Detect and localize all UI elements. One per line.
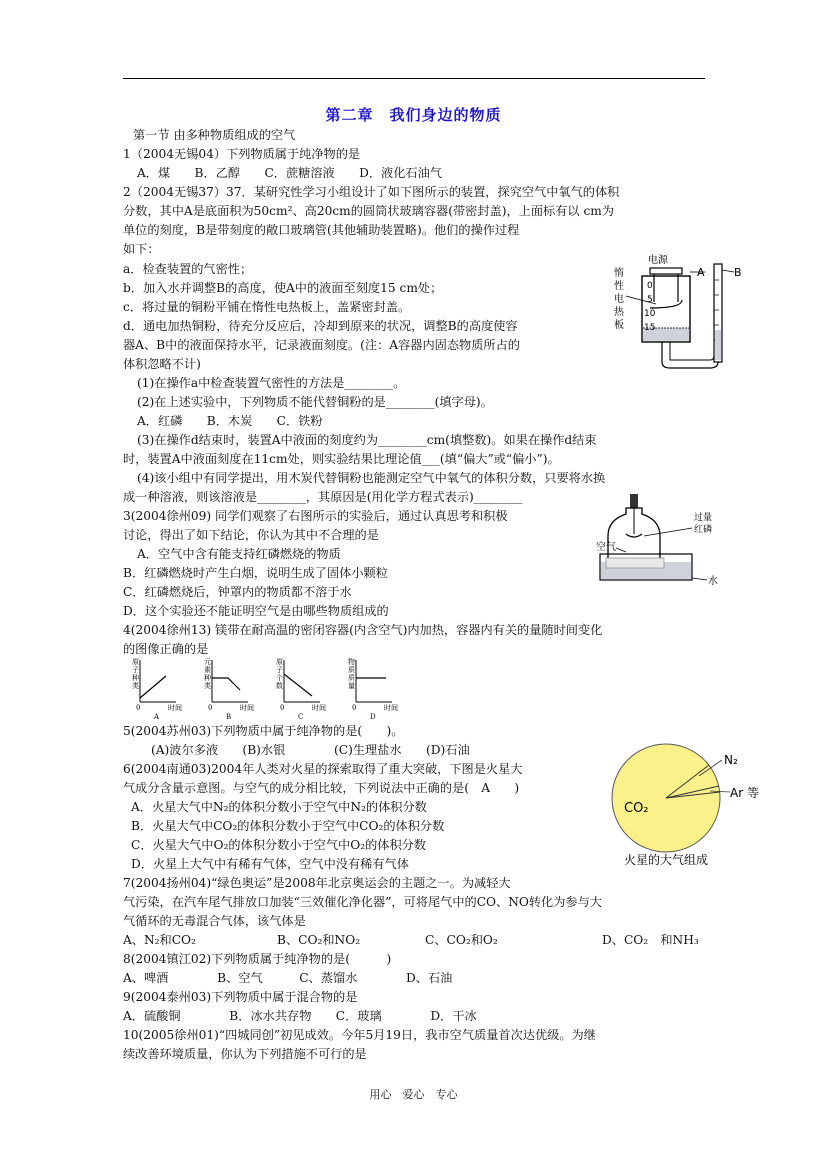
- svg-text:子: 子: [132, 666, 139, 674]
- label-b: B: [734, 266, 742, 279]
- text-line: 续改善环境质量，你认为下列措施不可行的是: [123, 1047, 367, 1061]
- text-line: (1)在操作a中检查装置气密性的方法是________。: [137, 376, 406, 390]
- text-line: 8(2004镇江02)下列物质属于纯净物的是( ): [123, 952, 392, 966]
- svg-text:子: 子: [276, 666, 283, 674]
- text-line: 时，装置A中液面刻度在11cm处，则实验结果比理论值___(填“偏大”或“偏小”)。: [123, 452, 560, 466]
- svg-text:板: 板: [614, 320, 624, 331]
- graph-a: [132, 656, 192, 720]
- svg-text:15: 15: [644, 323, 656, 333]
- graph-c: [276, 656, 336, 720]
- svg-text:质: 质: [348, 666, 355, 674]
- chapter-title: 第二章 我们身边的物质: [325, 106, 502, 124]
- text-line: c．将过量的铜粉平铺在惰性电热板上，盖紧密封盖。: [123, 300, 411, 314]
- svg-text:0: 0: [136, 704, 141, 712]
- svg-text:A: A: [154, 713, 160, 720]
- text-line: 单位的刻度，B是带刻度的敞口玻璃管(其他辅助装置略)。他们的操作过程: [123, 223, 520, 237]
- text-line: (3)在操作d结束时，装置A中液面的刻度约为________cm(填整数)。如果在操作d结束: [137, 433, 597, 447]
- svg-text:5: 5: [647, 295, 653, 305]
- text-line: a．检查装置的气密性；: [123, 262, 253, 276]
- text-line: D、CO₂ 和NH₃: [602, 933, 699, 947]
- ar-label: Ar 等: [730, 786, 759, 800]
- text-line: D．这个实验还不能证明空气是由哪些物质组成的: [123, 604, 389, 618]
- bell-jar-figure: [596, 492, 726, 592]
- graph-d: [348, 656, 408, 720]
- text-line: A．火星大气中N₂的体积分数小于空气中N₂的体积分数: [131, 800, 427, 814]
- svg-text:0: 0: [208, 704, 213, 712]
- co2-label: CO₂: [624, 801, 649, 816]
- svg-text:时间: 时间: [240, 704, 254, 712]
- text-line: 6(2004南通03)2004年人类对火星的探索取得了重大突破，下图是火星大: [123, 762, 523, 776]
- svg-text:B: B: [226, 713, 232, 720]
- text-line: B．火星大气中CO₂的体积分数小于空气中CO₂的体积分数: [131, 819, 445, 833]
- svg-text:原: 原: [276, 658, 283, 666]
- text-line: 如下：: [123, 242, 160, 256]
- svg-text:种: 种: [132, 674, 139, 682]
- text-line: A．煤 B．乙醇 C．蔗糖溶液 D．液化石油气: [137, 166, 442, 180]
- text-line: B．红磷燃烧时产生白烟，说明生成了固体小颗粒: [123, 566, 388, 580]
- text-line: C、CO₂和O₂: [425, 933, 498, 947]
- label-a: A: [697, 266, 705, 279]
- svg-text:时间: 时间: [384, 704, 398, 712]
- header-rule: [123, 78, 705, 79]
- mars-atmosphere-pie: [598, 740, 798, 870]
- text-line: C．火星大气中O₂的体积分数小于空气中O₂的体积分数: [131, 838, 427, 852]
- text-line: 3(2004徐州09) 同学们观察了右图所示的实验后，通过认真思考和积极: [123, 509, 508, 523]
- svg-text:0: 0: [352, 704, 357, 712]
- svg-text:红磷: 红磷: [694, 525, 713, 535]
- text-line: b．加入水并调整B的高度，使A中的液面至刻度15 cm处；: [123, 281, 443, 295]
- svg-text:质: 质: [348, 674, 355, 682]
- text-line: A．硫酸铜 B．冰水共存物 C．玻璃 D．干冰: [123, 1009, 477, 1023]
- water-label: 水: [708, 576, 718, 587]
- text-line: 气污染，在汽车尾气排放口加装“三效催化净化器”，可将尾气中的CO、NO转化为参与大: [123, 895, 602, 909]
- svg-text:C: C: [298, 713, 304, 720]
- text-line: 9(2004泰州03)下列物质中属于混合物的是: [123, 990, 358, 1004]
- text-line: 气成分含量示意图。与空气的成分相比较，下列说法中正确的是( A ): [123, 781, 520, 795]
- page-footer: 用心 爱心 专心: [369, 1088, 458, 1101]
- svg-text:个: 个: [276, 674, 283, 682]
- text-line: 体积忽略不计): [123, 357, 201, 371]
- text-line: (4)该小组中有同学提出，用木炭代替铜粉也能测定空气中氧气的体积分数，只要将水换: [137, 471, 606, 485]
- time-graphs: [120, 656, 420, 720]
- svg-text:数: 数: [276, 682, 283, 690]
- air-label: 空气: [596, 542, 616, 553]
- text-line: 2（2004无锡37）37．某研究性学习小组设计了如下图所示的装置，探究空气中氧气的体积: [123, 185, 620, 199]
- svg-text:素: 素: [204, 666, 211, 674]
- text-line: 7(2004扬州04)“绿色奥运”是2008年北京奥运会的主题之一。为减轻大: [123, 876, 511, 890]
- svg-text:0: 0: [647, 281, 653, 291]
- n2-label: N₂: [724, 753, 738, 767]
- text-line: d．通电加热铜粉，待充分反应后，冷却到原来的状况，调整B的高度使容: [123, 319, 518, 333]
- text-line: 分数，其中A是底面积为50cm²、高20cm的圆筒状玻璃容器(带密封盖)，上面标有以 cm为: [123, 204, 615, 218]
- svg-text:物: 物: [348, 658, 355, 666]
- svg-text:量: 量: [348, 682, 355, 690]
- svg-text:惰: 惰: [614, 268, 624, 279]
- svg-text:原: 原: [132, 658, 139, 666]
- power-label: 电源: [648, 255, 668, 266]
- text-line: 讨论，得出了如下结论，你认为其中不合理的是: [123, 528, 379, 542]
- svg-text:D: D: [370, 713, 376, 720]
- svg-text:元: 元: [204, 658, 211, 666]
- svg-text:过量: 过量: [694, 513, 713, 523]
- graph-b: [204, 656, 264, 720]
- svg-text:类: 类: [132, 682, 139, 690]
- text-line: 的图像正确的是: [123, 642, 209, 656]
- text-line: 成一种溶液，则该溶液是________，其原因是(用化学方程式表示)________: [123, 490, 523, 504]
- text-line: (A)波尔多液 (B)水银 (C)生理盐水 (D)石油: [151, 743, 470, 757]
- text-line: B、CO₂和NO₂: [277, 933, 361, 947]
- text-line: C．红磷燃烧后，钟罩内的物质都不溶于水: [123, 585, 352, 599]
- pie-caption: 火星的大气组成: [624, 853, 709, 867]
- text-line: A．红磷 B．木炭 C．铁粉: [137, 414, 323, 428]
- text-line: (2)在上述实验中，下列物质不能代替铜粉的是________(填字母)。: [137, 395, 493, 409]
- svg-text:0: 0: [280, 704, 285, 712]
- text-line: A、啤酒 B、空气 C、蒸馏水 D、石油: [123, 971, 453, 985]
- svg-text:热: 热: [614, 307, 624, 318]
- apparatus-figure: [610, 250, 770, 370]
- svg-text:时间: 时间: [168, 704, 182, 712]
- svg-text:类: 类: [204, 682, 211, 690]
- svg-text:时间: 时间: [312, 704, 326, 712]
- text-line: 4(2004徐州13) 镁带在耐高温的密闭容器(内含空气)内加热，容器内有关的量随时间变化: [123, 623, 603, 637]
- svg-text:性: 性: [614, 281, 624, 292]
- text-line: A．空气中含有能支持红磷燃烧的物质: [137, 547, 341, 561]
- svg-text:10: 10: [644, 309, 656, 319]
- text-line: A、N₂和CO₂: [123, 933, 196, 947]
- svg-text:种: 种: [204, 674, 211, 682]
- text-line: D．火星上大气中有稀有气体，空气中没有稀有气体: [131, 857, 409, 871]
- text-line: 气循环的无毒混合气体，该气体是: [123, 914, 306, 928]
- text-line: 第一节 由多种物质组成的空气: [133, 128, 296, 142]
- text-line: 10(2005徐州01)“四城同创”初见成效。今年5月19日，我市空气质量首次达优级。为继: [123, 1028, 596, 1042]
- svg-text:电: 电: [614, 294, 624, 305]
- text-line: 5(2004苏州03)下列物质中属于纯净物的是( )。: [123, 724, 404, 738]
- text-line: 器A、B中的液面保持水平，记录液面刻度。(注：A容器内固态物质所占的: [123, 338, 520, 352]
- text-line: 1（2004无锡04）下列物质属于纯净物的是: [123, 147, 361, 161]
